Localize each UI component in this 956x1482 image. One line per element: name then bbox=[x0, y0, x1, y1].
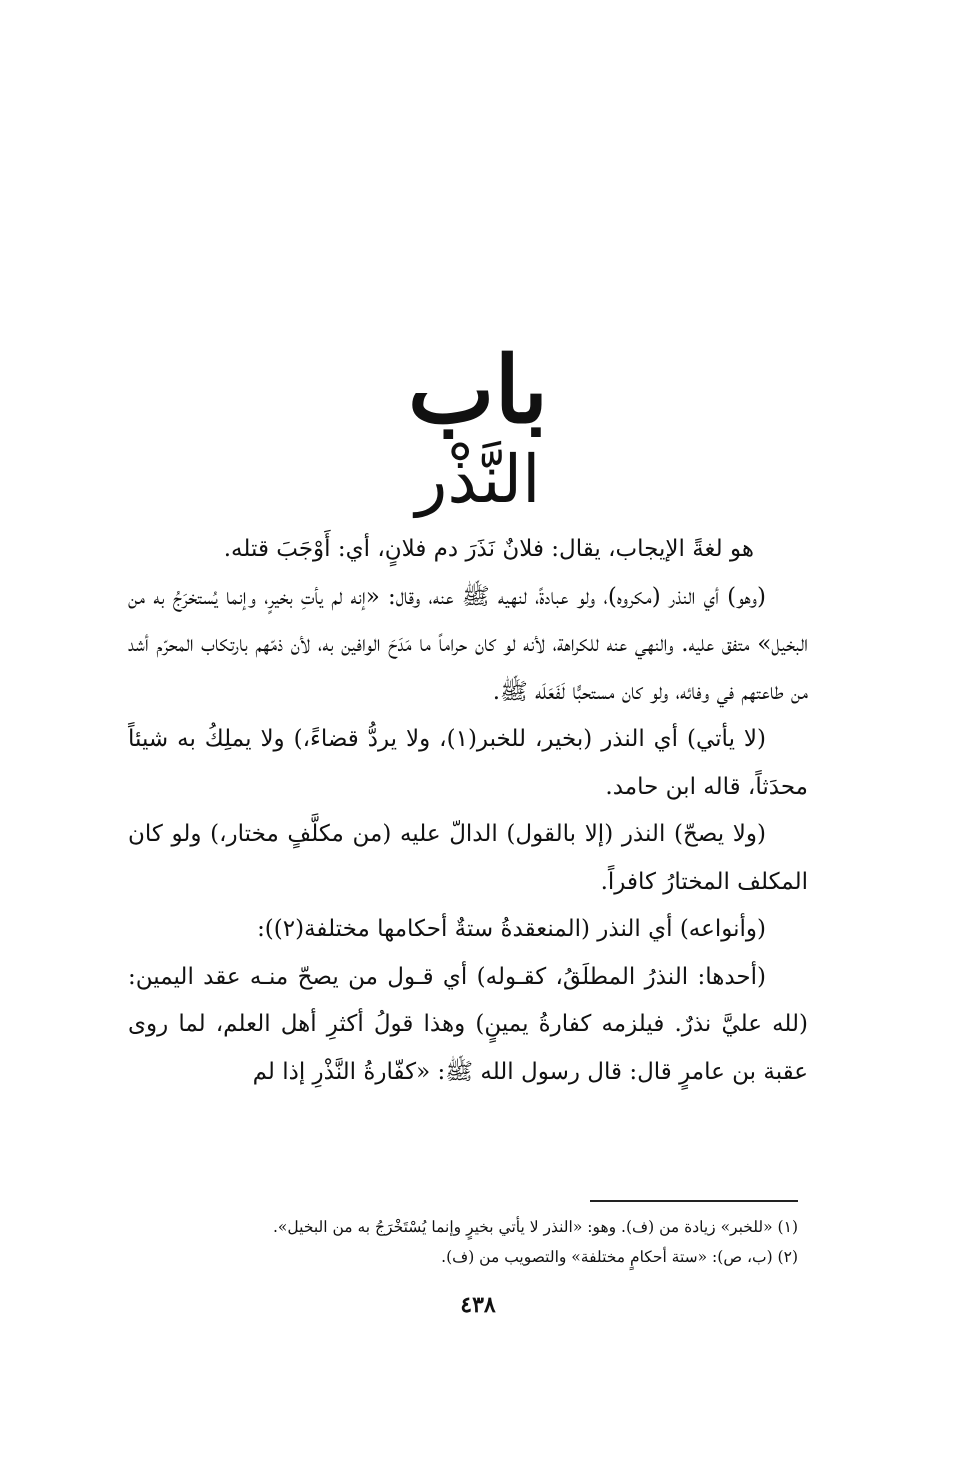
paragraph: (ولا يصحّ) النذر (إلا بالقول) الدالّ عليه (من مكلَّفٍ مختار،) ولو كان المكلف المختارُ كافراً. bbox=[128, 821, 808, 895]
body-text bbox=[128, 526, 808, 1096]
footnote: (١) «للخبر» زيادة من (ف). وهو: «النذر لا يأتي بخيرٍ وإنما يُسْتَخْرَجُ به من البخيل». bbox=[273, 1218, 798, 1236]
chapter-title: النَّذْر bbox=[415, 441, 541, 518]
paragraph: (وهو) أي النذر (مكروه)، ولو عبادةً، لنهيه ﷺ عنه، وقال: «إنه لم يأتِ بخيرٍ، وإنما يُستخرَجُ به من البخيل» متفق عليه. والنهي عنه للكراهة، لأنه لو كان حراماً ما مَدَحَ الوافين به، لأن ذمّهم بارتكاب المحرّم أشد من طاعتهم في وفائه، ولو كان مستحبًّا لَفَعَلَه ﷺ. bbox=[128, 583, 808, 705]
paragraph: هو لغةً الإيجاب، يقال: فلانٌ نَذَرَ دم فلانٍ، أي: أَوْجَبَ قتله. bbox=[223, 536, 754, 562]
chapter-heading bbox=[0, 336, 956, 520]
footnote: (٢) (ب، ص): «ستة أحكامٍ مختلفة» والتصويب من (ف). bbox=[441, 1248, 798, 1266]
paragraph: (وأنواعه) أي النذر (المنعقدةُ ستةٌ أحكامها مختلفة(٢)): bbox=[257, 916, 766, 942]
footnote-divider bbox=[590, 1200, 798, 1202]
chapter-word: باب bbox=[407, 336, 549, 444]
paragraph: (أحدها: النذرُ المطلَقُ، كقـوله) أي قـول من يصحّ منـه عقد اليمين: (لله عليَّ نذرٌ. فيلزمه كفارةُ يمينٍ) وهذا قولُ أكثرِ أهل العلم، لما روى عقبة بن عامرٍ قال: قال رسول الله ﷺ: «كفّارةُ النَّذْرِ إذا لم bbox=[128, 963, 808, 1085]
footnotes bbox=[128, 1212, 798, 1272]
page-number: ٤٣٨ bbox=[460, 1292, 496, 1318]
paragraph: (لا يأتي) أي النذر (بخير، للخبر(١)، ولا يردُّ قضاءً،) ولا يملِكُ به شيئاً محدَثاً، قاله ابن حامد. bbox=[128, 726, 808, 800]
